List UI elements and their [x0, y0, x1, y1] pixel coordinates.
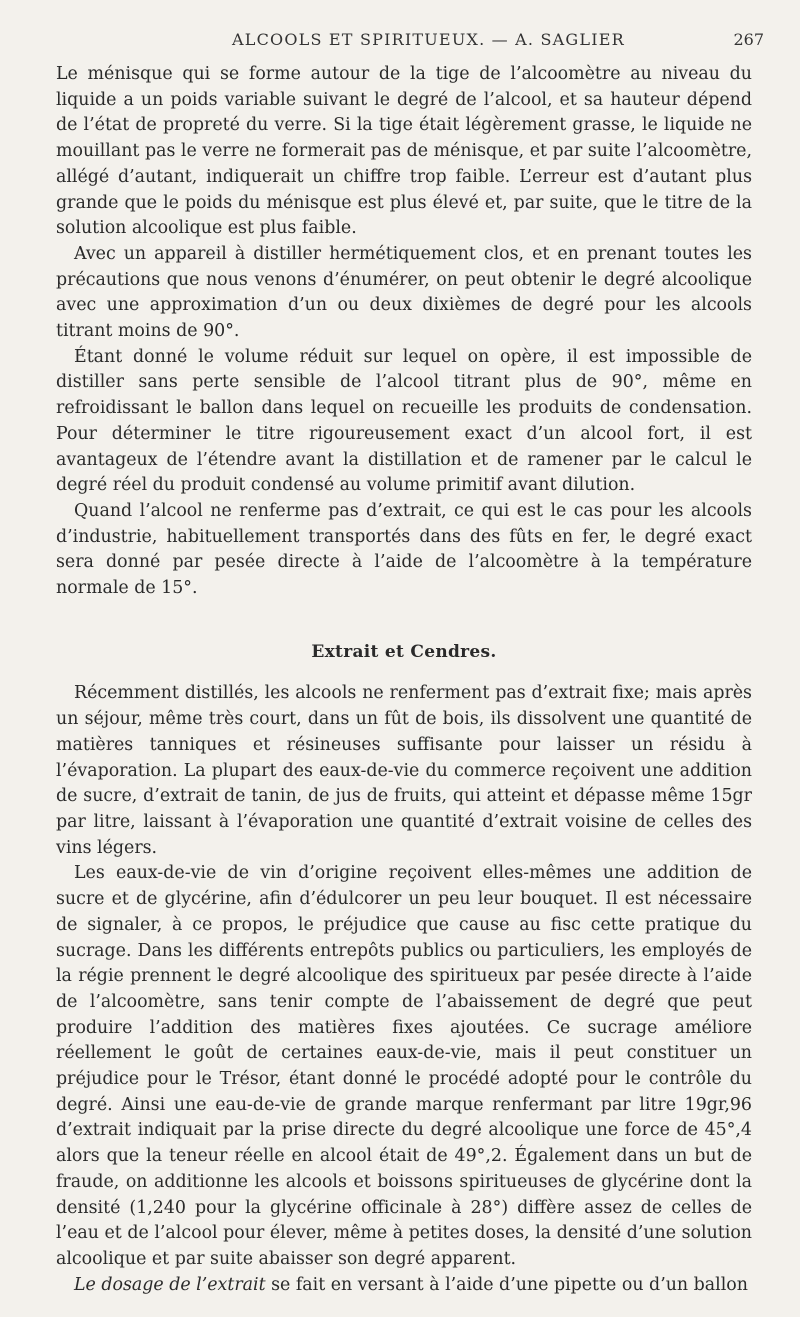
paragraph-sugar-glycerin: Les eaux-de-vie de vin d’origine reçoivent elles-mêmes une addition de sucre et de glycérine, afin d’édulcorer un peu leur bouquet. Il est nécessaire de signaler, à ce propos, le préjudice que cause au fisc cette pratique du sucrage. Dans les différents entrepôts publics ou particuliers, les employés de la régie prennent le degré alcoolique des spiritueux par pesée directe à l’aide de l’alcoomètre, sans tenir compte de l’abaissement de degré que peut produire l’addition des matières fixes ajoutées. Ce sucrage améliore réellement le goût de certaines eaux-de-vie, mais il peut constituer un préjudice pour le Trésor, étant donné le procédé adopté pour le contrôle du degré. Ainsi une eau-de-vie de grande marque renfermant par litre 19gr,96 d’extrait indiquait par la prise directe du degré alcoolique une force de 45°,4 alors que la teneur réelle en alcool était de 49°,2. Également dans un but de fraude, on additionne les alcools et boissons spiritueuses de glycérine dont la densité (1,240 pour la glycérine officinale à 28°) diffère assez de celles de l’eau et de l’alcool pour élever, même à petites doses, la densité d’une solution alcoolique et par suite abaisser son degré apparent.	[56, 863, 752, 1269]
running-title: ALCOOLS ET SPIRITUEUX. — A. SAGLIER	[232, 30, 625, 49]
page-number: 267	[733, 30, 764, 49]
italic-lead: Le dosage de l’extrait	[74, 1274, 266, 1295]
paragraph-continuation: se fait en versant à l’aide d’une pipette ou d’un ballon	[265, 1274, 748, 1295]
page-body	[56, 62, 752, 1298]
paragraph-distillation-apparatus: Avec un appareil à distiller hermétiquement clos, et en prenant toutes les précautions que nous venons d’énumérer, on peut obtenir le degré alcoolique avec une approximation d’un ou deux dixièmes de degré pour les alcools titrant moins de 90°.	[56, 243, 752, 342]
paragraph-industrial-alcohol: Quand l’alcool ne renferme pas d’extrait, ce qui est le cas pour les alcools d’industrie, habituellement transportés dans des fûts en fer, le degré exact sera donné par pesée directe à l’aide de l’alcoomètre à la température normale de 15°.	[56, 500, 752, 599]
paragraph-extract: Récemment distillés, les alcools ne renferment pas d’extrait fixe; mais après un séjour, même très court, dans un fût de bois, ils dissolvent une quantité de matières tanniques et résineuses suffisante pour laisser un résidu à l’évaporation. La plupart des eaux-de-vie du commerce reçoivent une addition de sucre, d’extrait de tanin, de jus de fruits, qui atteint et dépasse même 15gr par litre, laissant à l’évaporation une quantité d’extrait voisine de celles des vins légers.	[56, 683, 752, 858]
paragraph-meniscus: Le ménisque qui se forme autour de la tige de l’alcoomètre au niveau du liquide a un poids variable suivant le degré de l’alcool, et sa hauteur dépend de l’état de propreté du verre. Si la tige était légèrement grasse, le liquide ne mouillant pas le verre ne formerait pas de ménisque, et par suite l’alcoomètre, allégé d’autant, indiquerait un chiffre trop faible. L’erreur est d’autant plus grande que le poids du ménisque est plus élevé et, par suite, que le titre de la solution alcoolique est plus faible.	[56, 64, 752, 239]
running-head	[0, 30, 800, 54]
paragraph-extract-dosage	[56, 1273, 752, 1299]
section-heading: Extrait et Cendres.	[311, 641, 497, 662]
paragraph-strong-alcohol: Étant donné le volume réduit sur lequel on opère, il est impossible de distiller sans perte sensible de l’alcool titrant plus de 90°, même en refroidissant le ballon dans lequel on recueille les produits de condensation. Pour déterminer le titre rigoureusement exact d’un alcool fort, il est avantageux de l’étendre avant la distillation et de ramener par le calcul le degré réel du produit condensé au volume primitif avant dilution.	[56, 346, 752, 496]
